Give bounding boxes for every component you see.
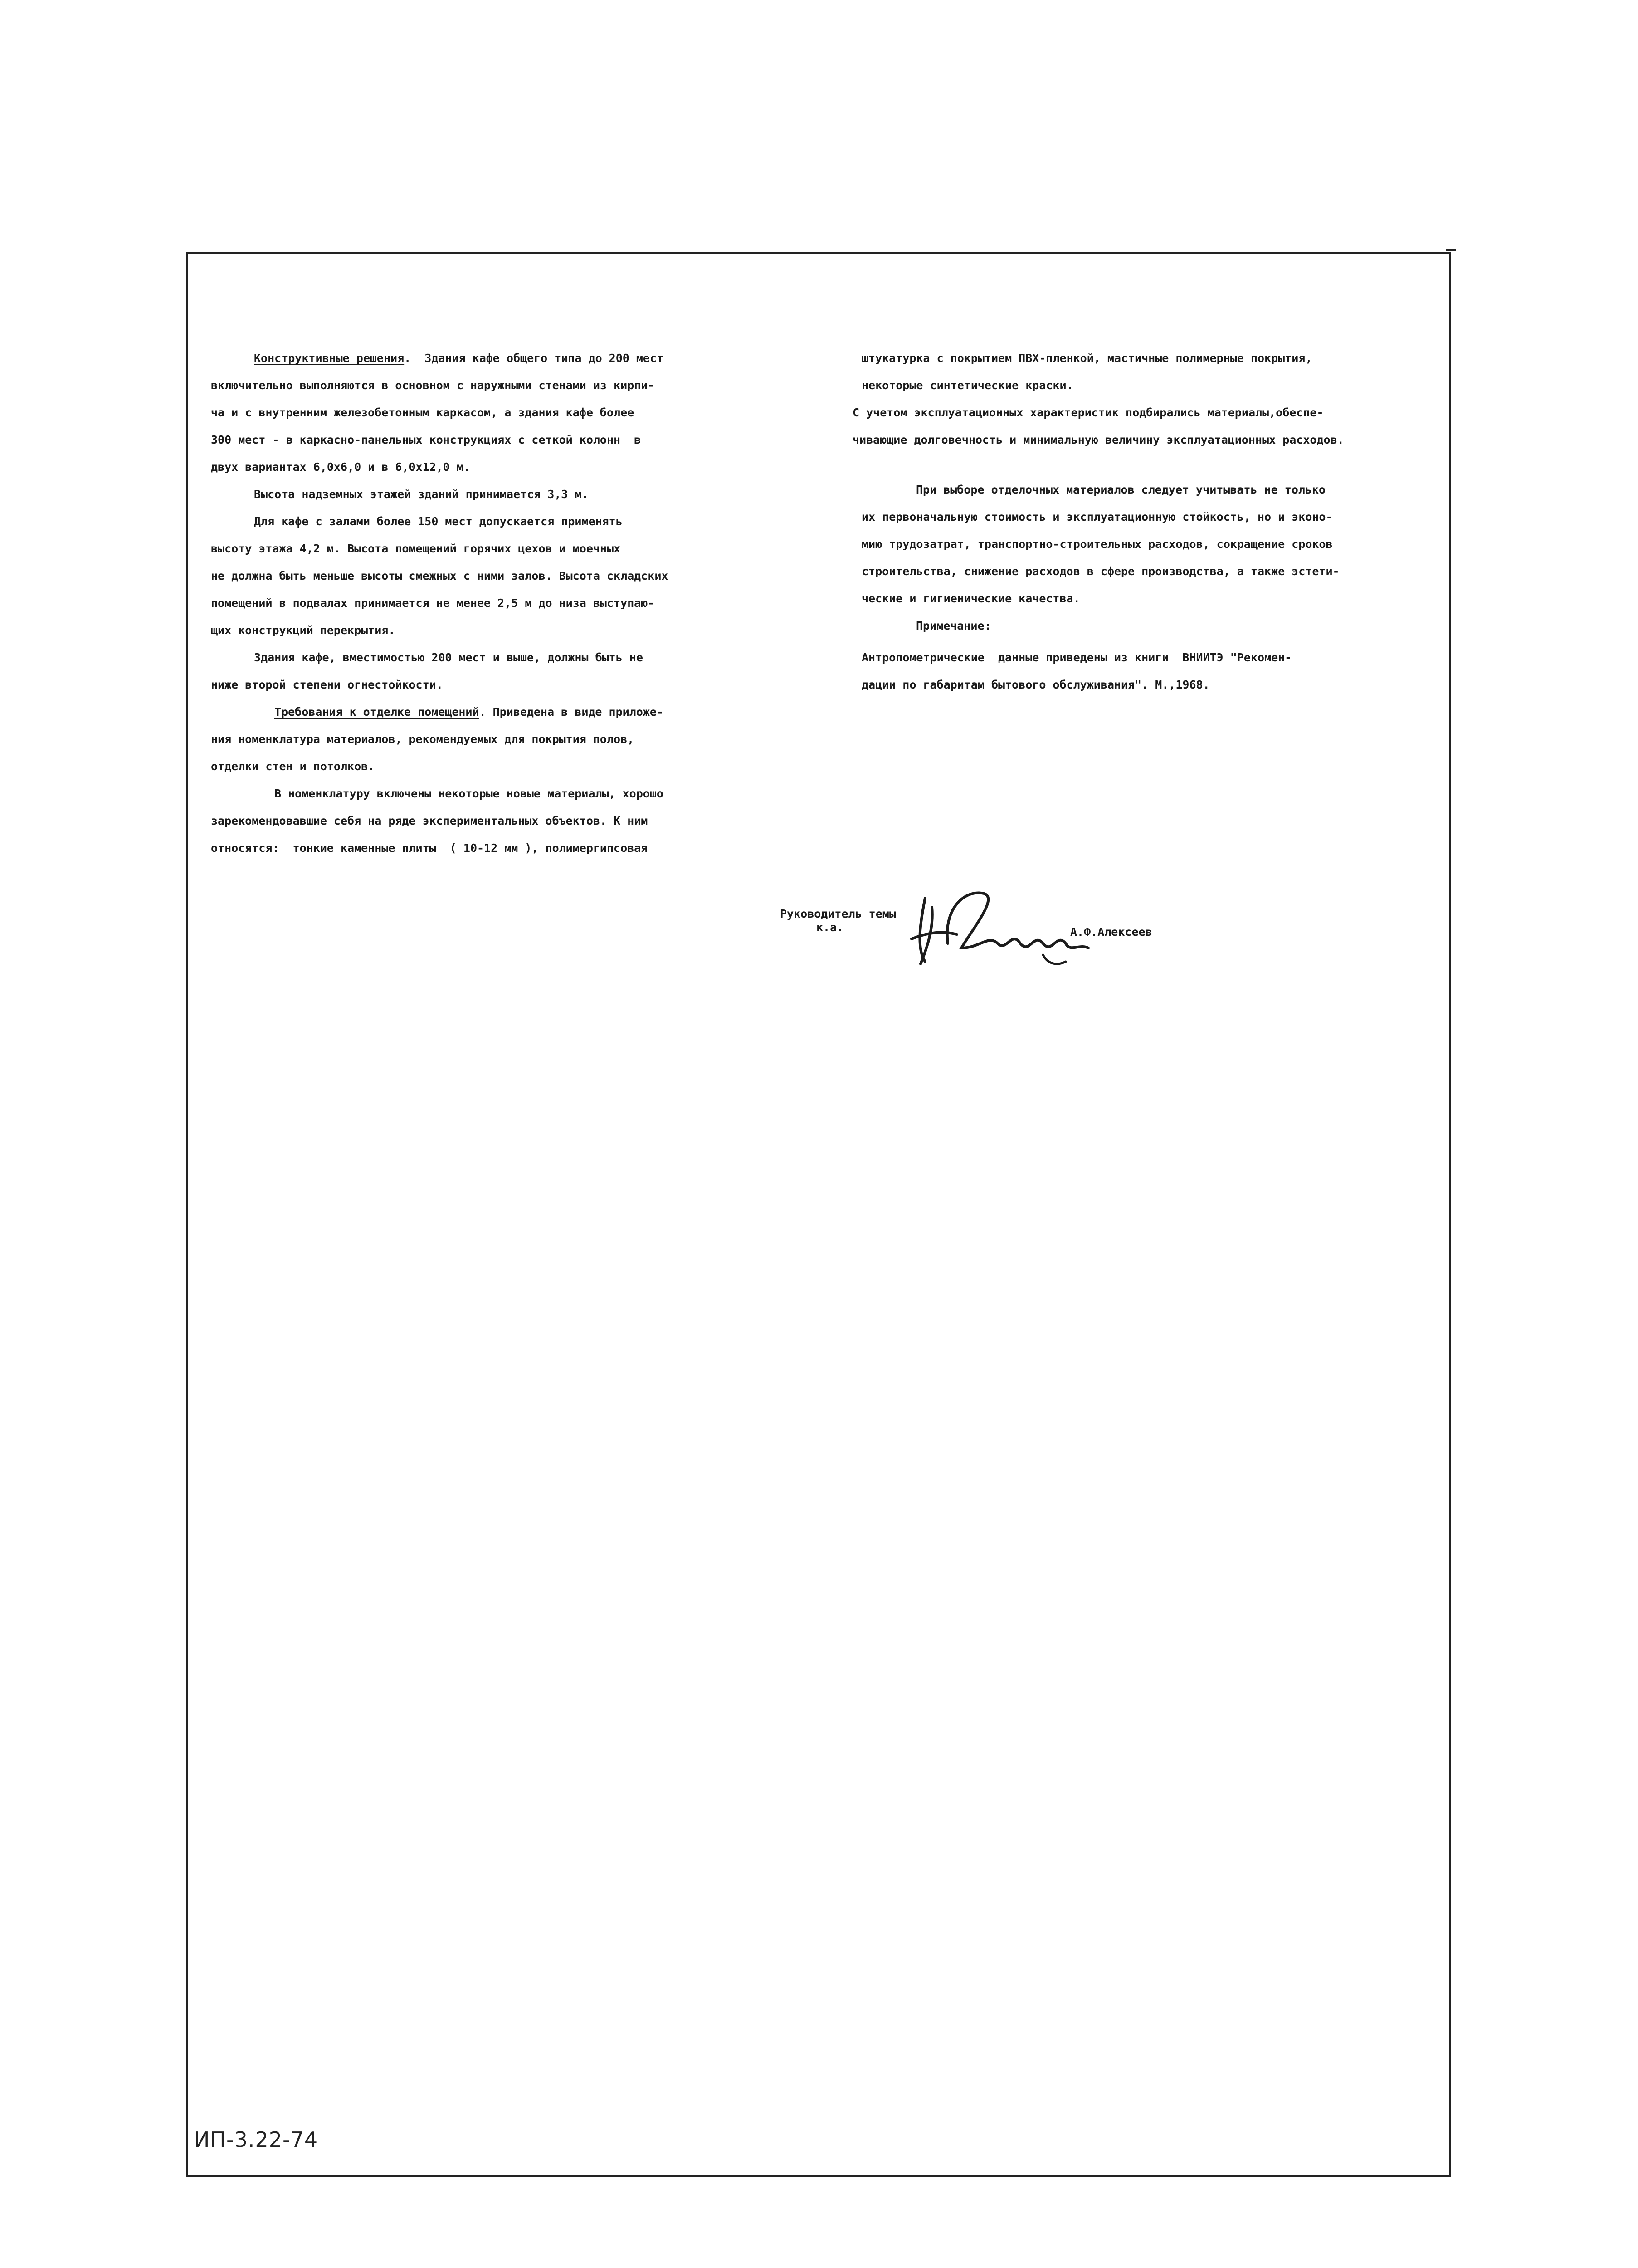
signatory-title — [780, 907, 896, 934]
paragraph-line: отделки стен и потолков. — [211, 760, 375, 773]
paragraph-line: ниже второй степени огнестойкости. — [211, 678, 443, 691]
paragraph-line: зарекомендовавшие себя на ряде экспериментальных объектов. К ним — [211, 814, 648, 827]
paragraph-line: ча и с внутренним железобетонным каркасом, а здания кафе более — [211, 406, 634, 419]
paragraph-line: некоторые синтетические краски. — [862, 379, 1073, 392]
paragraph-line: Антропометрические данные приведены из книги ВНИИТЭ "Рекомен- — [862, 651, 1292, 664]
signature-block — [780, 880, 1188, 998]
paragraph-line: мию трудозатрат, транспортно-строительных расходов, сокращение сроков — [862, 538, 1333, 551]
paragraph-line: Для кафе с залами более 150 мест допускается применять — [254, 515, 623, 528]
left-text-column — [211, 345, 791, 862]
paragraph-line: дации по габаритам бытового обслуживания". М.,1968. — [862, 678, 1210, 691]
paragraph-line: строительства, снижение расходов в сфере производства, а также эстети- — [862, 565, 1340, 578]
paragraph-line: включительно выполняются в основном с наружными стенами из кирпи- — [211, 379, 655, 392]
paragraph-line: не должна быть меньше высоты смежных с ними залов. Высота складских — [211, 569, 668, 582]
paragraph-line: высоту этажа 4,2 м. Высота помещений горячих цехов и моечных — [211, 542, 621, 555]
paragraph-line: 300 мест - в каркасно-панельных конструкциях с сеткой колонн в — [211, 433, 641, 446]
right-text-column — [853, 345, 1442, 699]
paragraph-line: чивающие долговечность и минимальную величину эксплуатационных расходов. — [853, 433, 1344, 446]
paragraph-line: их первоначальную стоимость и эксплуатационную стойкость, но и эконо- — [862, 510, 1333, 523]
paragraph-line: Высота надземных этажей зданий принимается 3,3 м. — [254, 488, 589, 501]
paragraph-line: Здания кафе, вместимостью 200 мест и выше, должны быть не — [254, 651, 643, 664]
paragraph-line — [211, 699, 791, 726]
signatory-degree: к.а. — [816, 921, 844, 934]
paragraph-line — [211, 345, 791, 372]
paragraph-line: С учетом эксплуатационных характеристик подбирались материалы,обеспе- — [853, 406, 1324, 419]
paragraph-line: ния номенклатура материалов, рекомендуемых для покрытия полов, — [211, 733, 634, 746]
paragraph-line: В номенклатуру включены некоторые новые материалы, хорошо — [274, 787, 663, 800]
text-run: . Приведена в виде приложе- — [479, 705, 663, 719]
signatory-title-line: Руководитель темы — [780, 907, 896, 920]
section-heading-constructive: Конструктивные решения — [254, 352, 405, 365]
signatory-name: А.Ф.Алексеев — [1070, 925, 1152, 938]
paragraph-line: штукатурка с покрытием ПВХ-пленкой, мастичные полимерные покрытия, — [862, 352, 1312, 365]
paragraph-line: двух вариантах 6,0х6,0 и в 6,0х12,0 м. — [211, 460, 470, 474]
document-code: ИП-3.22-74 — [194, 2127, 318, 2152]
note-heading: Примечание: — [916, 619, 991, 632]
text-run: . Здания кафе общего типа до 200 мест — [404, 352, 664, 365]
frame-corner-mark — [1446, 249, 1456, 251]
handwritten-signature — [907, 880, 1097, 971]
paragraph-line: относятся: тонкие каменные плиты ( 10-12 мм ), полимергипсовая — [211, 841, 648, 855]
paragraph-line: щих конструкций перекрытия. — [211, 624, 395, 637]
paragraph-line: помещений в подвалах принимается не менее 2,5 м до низа выступаю- — [211, 596, 655, 610]
section-heading-finishing: Требования к отделке помещений — [274, 705, 479, 719]
paragraph-line: При выборе отделочных материалов следует учитывать не только — [916, 483, 1326, 496]
paragraph-line: ческие и гигиенические качества. — [862, 592, 1080, 605]
